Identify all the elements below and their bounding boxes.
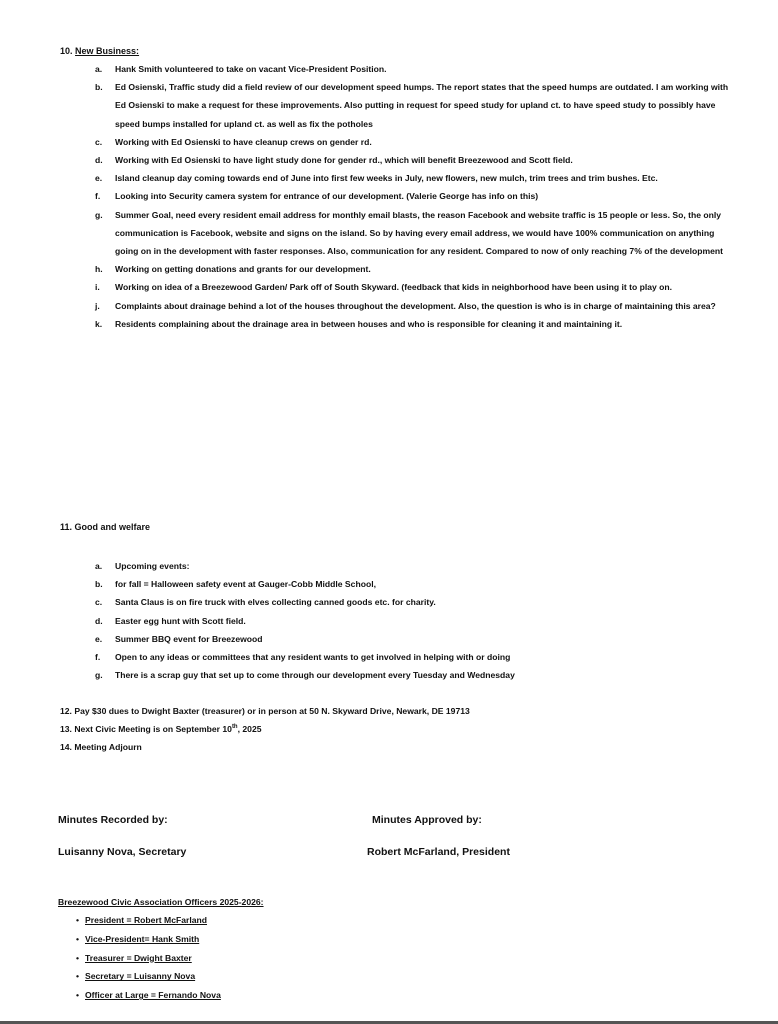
list-item (95, 260, 735, 278)
item-marker: a. (95, 561, 103, 571)
item-marker: f. (95, 652, 101, 663)
item-marker: g. (95, 209, 103, 220)
item-text: Working with Ed Osienski to have cleanup crews on gender rd. (115, 136, 372, 147)
adjourn-line: 14. Meeting Adjourn (60, 742, 142, 752)
item-marker: b. (95, 82, 103, 93)
list-item (95, 297, 735, 315)
date-suffix: th (231, 724, 238, 731)
item-marker: c. (95, 597, 103, 608)
list-item (95, 151, 735, 169)
item-marker: c. (95, 136, 103, 147)
item-text: for fall = Halloween safety event at Gauger-Cobb Middle School, (115, 579, 376, 590)
item-text: Upcoming events: (115, 561, 190, 571)
officer-item (76, 930, 221, 949)
officer-item (76, 949, 221, 968)
approved-by-label: Minutes Approved by: (372, 814, 482, 826)
bullet-icon: • (76, 990, 80, 1001)
item-marker: e. (95, 173, 103, 184)
section-10-number: 10. (60, 46, 73, 56)
item-text: There is a scrap guy that set up to come through our development every Tuesday and Wednesday (115, 670, 515, 681)
item-text: Working with Ed Osienski to have light study done for gender rd., which will benefit Breezewood and Scott field. (115, 155, 573, 166)
next-meeting-text: 13. Next Civic Meeting is on September 10 (60, 724, 232, 734)
bullet-icon: • (76, 971, 80, 982)
officer-text: Secretary = Luisanny Nova (85, 971, 196, 982)
item-text: Working on idea of a Breezewood Garden/ Park off of South Skyward. (feedback that kids in neighborhood have been using it to play on. (115, 282, 673, 293)
item-marker: h. (95, 264, 103, 275)
item-marker: f. (95, 191, 101, 202)
list-item (95, 630, 735, 648)
item-text: Hank Smith volunteered to take on vacant Vice-President Position. (115, 64, 387, 74)
item-text: Ed Osienski, Traffic study did a field review of our development speed humps. The report states that the speed humps are outdated. I am working with Ed Osienski to make a request for these improvements. Also putting in request for speed study for upland ct. to have speed study to possibly have speed bumps installed for upland ct. as well as fix the potholes (115, 82, 729, 129)
officer-item (76, 986, 221, 1005)
item-marker: a. (95, 64, 103, 74)
officer-item (76, 911, 221, 930)
officers-heading: Breezewood Civic Association Officers 2025-2026: (58, 897, 264, 907)
item-text: Residents complaining about the drainage area in between houses and who is responsible for cleaning it and maintaining it. (115, 318, 623, 329)
item-marker: k. (95, 318, 103, 329)
list-item (95, 187, 735, 205)
item-marker: j. (95, 300, 100, 311)
item-marker: i. (95, 282, 100, 293)
item-text: Looking into Security camera system for entrance of our development. (Valerie George has info on this) (115, 191, 539, 202)
officer-text: Officer at Large = Fernando Nova (85, 990, 221, 1001)
section-10-title: New Business: (75, 46, 140, 56)
bullet-icon: • (76, 952, 80, 963)
list-item (95, 78, 735, 133)
item-text: Island cleanup day coming towards end of June into first few weeks in July, new flowers, new mulch, trim trees and trim bushes. Etc. (115, 173, 658, 184)
item-marker: d. (95, 155, 103, 166)
officers-list (76, 911, 221, 1005)
list-item (95, 133, 735, 151)
item-marker: g. (95, 670, 103, 681)
officer-text: President = Robert McFarland (85, 915, 208, 925)
list-item (95, 593, 735, 611)
approver-name: Robert McFarland, President (367, 846, 510, 858)
officer-text: Vice-President= Hank Smith (85, 933, 200, 944)
item-marker: d. (95, 615, 103, 626)
next-meeting-line (60, 724, 262, 734)
list-item (95, 648, 735, 666)
list-item (95, 315, 735, 333)
new-business-list (95, 60, 735, 333)
item-text: Summer BBQ event for Breezewood (115, 633, 263, 644)
list-item (95, 278, 735, 296)
list-item (95, 60, 735, 78)
item-text: Summer Goal, need every resident email address for monthly email blasts, the reason Facebook and website traffic is 15 people or less. So, the only communication is Facebook, website and signs on the island. So by having every email address, we would have 100% communication on anything going on in the development with faster responses. Also, communication for any resident. Compared to now of only reaching 7% of the development (115, 209, 724, 257)
list-item (95, 206, 735, 261)
good-welfare-list (95, 557, 735, 684)
list-item (95, 575, 735, 593)
list-item (95, 612, 735, 630)
recorded-by-label: Minutes Recorded by: (58, 814, 168, 826)
section-11-heading: 11. Good and welfare (60, 522, 151, 532)
item-marker: b. (95, 579, 103, 590)
recorder-name: Luisanny Nova, Secretary (58, 846, 187, 858)
bullet-icon: • (76, 933, 80, 944)
item-text: Santa Claus is on fire truck with elves collecting canned goods etc. for charity. (115, 597, 436, 608)
section-10-heading (60, 46, 139, 56)
item-text: Complaints about drainage behind a lot of the houses throughout the development. Also, the question is who is in charge of maintaining this area? (115, 300, 716, 311)
officer-item (76, 967, 221, 986)
next-meeting-year: , 2025 (237, 724, 262, 734)
bullet-icon: • (76, 915, 80, 925)
list-item (95, 557, 735, 575)
list-item (95, 169, 735, 187)
item-text: Open to any ideas or committees that any resident wants to get involved in helping with or doing (115, 652, 511, 663)
list-item (95, 666, 735, 684)
item-text: Easter egg hunt with Scott field. (115, 615, 246, 626)
item-text: Working on getting donations and grants for our development. (115, 264, 371, 275)
dues-line: 12. Pay $30 dues to Dwight Baxter (treasurer) or in person at 50 N. Skyward Drive, Newark, DE 19713 (60, 706, 470, 716)
item-marker: e. (95, 633, 103, 644)
officer-text: Treasurer = Dwight Baxter (85, 952, 192, 963)
